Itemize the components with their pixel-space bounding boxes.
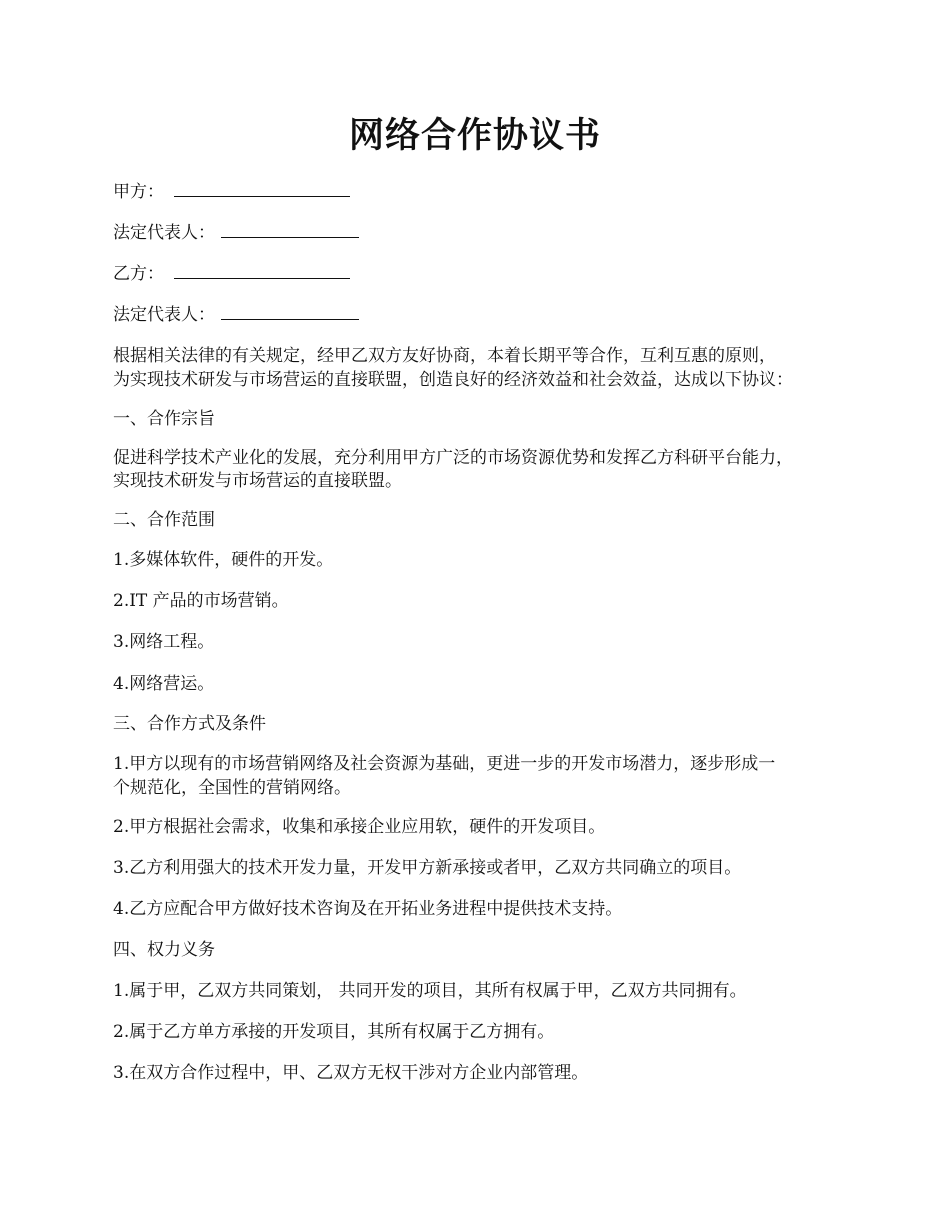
party-a-blank [174, 180, 350, 197]
section-2-item-3: 3.网络工程。 [113, 632, 215, 652]
section-3-item-2: 2.甲方根据社会需求，收集和承接企业应用软，硬件的开发项目。 [113, 817, 606, 837]
rep-b-label: 法定代表人： [113, 305, 215, 325]
section-3-item-1-line-1: 1.甲方以现有的市场营销网络及社会资源为基础，更进一步的开发市场潜力，逐步形成一 [113, 754, 776, 774]
party-b-field [113, 262, 853, 286]
party-b-blank [174, 262, 350, 279]
rep-a-label: 法定代表人： [113, 223, 215, 243]
party-a-field [113, 180, 853, 204]
section-2-heading: 二、合作范围 [113, 510, 215, 530]
party-b-label: 乙方： [113, 264, 164, 284]
rep-a-blank [221, 221, 359, 238]
section-3-item-1-line-2: 个规范化，全国性的营销网络。 [113, 778, 351, 798]
section-3-item-4: 4.乙方应配合甲方做好技术咨询及在开拓业务进程中提供技术支持。 [113, 899, 623, 919]
section-2-item-4: 4.网络营运。 [113, 674, 215, 694]
section-4-heading: 四、权力义务 [113, 940, 215, 960]
rep-b-blank [221, 303, 359, 320]
section-1-line-1: 促进科学技术产业化的发展，充分利用甲方广泛的市场资源优势和发挥乙方科研平台能力， [113, 448, 793, 468]
party-a-label: 甲方： [113, 182, 164, 202]
rep-a-field [113, 221, 853, 245]
section-4-item-2: 2.属于乙方单方承接的开发项目，其所有权属于乙方拥有。 [113, 1022, 555, 1042]
section-4-item-1: 1.属于甲，乙双方共同策划， 共同开发的项目，其所有权属于甲，乙双方共同拥有。 [113, 981, 747, 1001]
section-2-item-2: 2.IT 产品的市场营销。 [113, 591, 289, 611]
intro-line-1: 根据相关法律的有关规定，经甲乙双方友好协商，本着长期平等合作，互利互惠的原则， [113, 346, 776, 366]
document-title: 网络合作协议书 [348, 115, 601, 156]
section-2-item-1: 1.多媒体软件，硬件的开发。 [113, 550, 334, 570]
intro-line-2: 为实现技术研发与市场营运的直接联盟，创造良好的经济效益和社会效益，达成以下协议： [113, 370, 793, 390]
section-1-line-2: 实现技术研发与市场营运的直接联盟。 [113, 471, 402, 491]
section-3-heading: 三、合作方式及条件 [113, 714, 266, 734]
rep-b-field [113, 303, 853, 327]
section-4-item-3: 3.在双方合作过程中，甲、乙双方无权干涉对方企业内部管理。 [113, 1063, 589, 1083]
section-1-heading: 一、合作宗旨 [113, 409, 215, 429]
section-3-item-3: 3.乙方利用强大的技术开发力量，开发甲方新承接或者甲，乙双方共同确立的项目。 [113, 858, 742, 878]
